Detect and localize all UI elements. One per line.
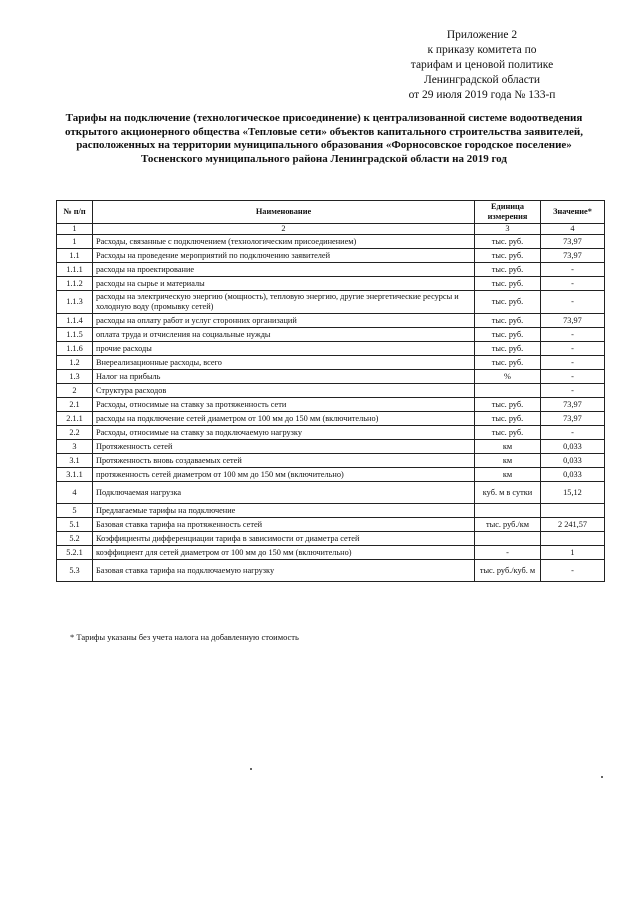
table-row bbox=[57, 291, 605, 314]
cell-value: 2 241,57 bbox=[541, 518, 605, 532]
cell-num: 5 bbox=[57, 504, 93, 518]
cell-num: 1.1 bbox=[57, 249, 93, 263]
cell-num: 1.1.1 bbox=[57, 263, 93, 277]
index-cell: 3 bbox=[475, 224, 541, 235]
cell-num: 1.1.5 bbox=[57, 328, 93, 342]
cell-name: Структура расходов bbox=[93, 384, 475, 398]
table-index-row bbox=[57, 224, 605, 235]
table-body bbox=[57, 235, 605, 582]
cell-value: 1 bbox=[541, 546, 605, 560]
cell-unit: тыс. руб./куб. м bbox=[475, 560, 541, 582]
index-cell: 1 bbox=[57, 224, 93, 235]
cell-unit bbox=[475, 504, 541, 518]
table-row bbox=[57, 468, 605, 482]
cell-value: 73,97 bbox=[541, 398, 605, 412]
cell-value: - bbox=[541, 356, 605, 370]
cell-name: Расходы, относимые на ставку за протяженность сети bbox=[93, 398, 475, 412]
cell-unit: тыс. руб. bbox=[475, 263, 541, 277]
table-row bbox=[57, 235, 605, 249]
cell-unit: км bbox=[475, 454, 541, 468]
cell-unit: тыс. руб. bbox=[475, 314, 541, 328]
scan-speck bbox=[250, 768, 252, 770]
tariffs-table bbox=[56, 200, 605, 582]
cell-value: 73,97 bbox=[541, 249, 605, 263]
index-cell: 2 bbox=[93, 224, 475, 235]
table-row bbox=[57, 546, 605, 560]
table-row bbox=[57, 263, 605, 277]
cell-name: Коэффициенты дифференциации тарифа в зависимости от диаметра сетей bbox=[93, 532, 475, 546]
cell-num: 5.2 bbox=[57, 532, 93, 546]
table-row bbox=[57, 440, 605, 454]
cell-num: 5.3 bbox=[57, 560, 93, 582]
cell-num: 1.3 bbox=[57, 370, 93, 384]
header-num: № п/п bbox=[57, 201, 93, 224]
cell-name: Базовая ставка тарифа на протяженность сетей bbox=[93, 518, 475, 532]
cell-unit: % bbox=[475, 370, 541, 384]
cell-unit: тыс. руб. bbox=[475, 277, 541, 291]
cell-name: Подключаемая нагрузка bbox=[93, 482, 475, 504]
cell-unit: тыс. руб. bbox=[475, 398, 541, 412]
cell-num: 2.1.1 bbox=[57, 412, 93, 426]
cell-value: - bbox=[541, 328, 605, 342]
cell-num: 5.2.1 bbox=[57, 546, 93, 560]
cell-value: 0,033 bbox=[541, 468, 605, 482]
cell-unit: тыс. руб. bbox=[475, 249, 541, 263]
header-unit: Единица измерения bbox=[475, 201, 541, 224]
table-row bbox=[57, 277, 605, 291]
cell-unit: куб. м в сутки bbox=[475, 482, 541, 504]
table-row bbox=[57, 454, 605, 468]
cell-value: - bbox=[541, 277, 605, 291]
table-row bbox=[57, 398, 605, 412]
table-row bbox=[57, 560, 605, 582]
cell-num: 4 bbox=[57, 482, 93, 504]
cell-value bbox=[541, 532, 605, 546]
appendix-line: Ленинградской области bbox=[423, 74, 541, 86]
appendix-line: от 29 июля 2019 года № 133-п bbox=[408, 89, 556, 101]
cell-name: Расходы, относимые на ставку за подключаемую нагрузку bbox=[93, 426, 475, 440]
cell-value: 73,97 bbox=[541, 412, 605, 426]
table-row bbox=[57, 426, 605, 440]
cell-value: - bbox=[541, 263, 605, 277]
cell-value: 73,97 bbox=[541, 235, 605, 249]
cell-name: расходы на электрическую энергию (мощность), тепловую энергию, другие энергетические ресурсы и холодную воду (промывку сетей) bbox=[93, 291, 475, 314]
cell-num: 2.1 bbox=[57, 398, 93, 412]
cell-num: 2 bbox=[57, 384, 93, 398]
table-row bbox=[57, 504, 605, 518]
cell-unit: тыс. руб. bbox=[475, 426, 541, 440]
cell-value: - bbox=[541, 384, 605, 398]
table-row bbox=[57, 412, 605, 426]
table-header-row bbox=[57, 201, 605, 224]
cell-unit: - bbox=[475, 546, 541, 560]
table-row bbox=[57, 249, 605, 263]
cell-name: Базовая ставка тарифа на подключаемую нагрузку bbox=[93, 560, 475, 582]
cell-num: 1.1.6 bbox=[57, 342, 93, 356]
cell-num: 1.2 bbox=[57, 356, 93, 370]
document-title: Тарифы на подключение (технологическое присоединение) к централизованной системе водоотведения открытого акционерного общества «Тепловые сети» объектов капитального строительства заявителей, расположенных на территории муниципального образования «Форносовское городское поселение» Тосненского муниципального района Ленинградской области на 2019 год bbox=[65, 112, 583, 165]
cell-unit: тыс. руб. bbox=[475, 235, 541, 249]
cell-num: 1 bbox=[57, 235, 93, 249]
table-row bbox=[57, 328, 605, 342]
cell-name: протяженность сетей диаметром от 100 мм до 150 мм (включительно) bbox=[93, 468, 475, 482]
cell-value: 0,033 bbox=[541, 440, 605, 454]
cell-num: 1.1.3 bbox=[57, 291, 93, 314]
appendix-line: к приказу комитета по bbox=[427, 44, 537, 56]
table-row bbox=[57, 518, 605, 532]
cell-unit: км bbox=[475, 440, 541, 454]
cell-value: - bbox=[541, 291, 605, 314]
table-row bbox=[57, 314, 605, 328]
appendix-header bbox=[382, 28, 582, 103]
cell-name: Предлагаемые тарифы на подключение bbox=[93, 504, 475, 518]
cell-unit: тыс. руб. bbox=[475, 356, 541, 370]
cell-unit: тыс. руб. bbox=[475, 291, 541, 314]
appendix-line: Приложение 2 bbox=[446, 29, 518, 41]
footnote: * Тарифы указаны без учета налога на добавленную стоимость bbox=[70, 632, 299, 642]
cell-value: - bbox=[541, 342, 605, 356]
table-row bbox=[57, 482, 605, 504]
cell-name: коэффициент для сетей диаметром от 100 мм до 150 мм (включительно) bbox=[93, 546, 475, 560]
cell-value: 73,97 bbox=[541, 314, 605, 328]
cell-value bbox=[541, 504, 605, 518]
cell-name: Расходы на проведение мероприятий по подключению заявителей bbox=[93, 249, 475, 263]
cell-name: прочие расходы bbox=[93, 342, 475, 356]
cell-unit: тыс. руб. bbox=[475, 342, 541, 356]
cell-unit: км bbox=[475, 468, 541, 482]
cell-num: 5.1 bbox=[57, 518, 93, 532]
cell-value: - bbox=[541, 426, 605, 440]
cell-num: 3.1 bbox=[57, 454, 93, 468]
cell-name: Расходы, связанные с подключением (технологическим присоединением) bbox=[93, 235, 475, 249]
cell-name: расходы на подключение сетей диаметром от 100 мм до 150 мм (включительно) bbox=[93, 412, 475, 426]
appendix-line: тарифам и ценовой политике bbox=[410, 59, 554, 71]
table-row bbox=[57, 384, 605, 398]
table-row bbox=[57, 356, 605, 370]
cell-name: Протяженность сетей bbox=[93, 440, 475, 454]
index-cell: 4 bbox=[541, 224, 605, 235]
cell-name: расходы на проектирование bbox=[93, 263, 475, 277]
cell-name: Внереализационные расходы, всего bbox=[93, 356, 475, 370]
cell-value: 15,12 bbox=[541, 482, 605, 504]
cell-unit: тыс. руб. bbox=[475, 412, 541, 426]
cell-name: Протяженность вновь создаваемых сетей bbox=[93, 454, 475, 468]
cell-num: 2.2 bbox=[57, 426, 93, 440]
table-row bbox=[57, 532, 605, 546]
cell-unit bbox=[475, 384, 541, 398]
cell-num: 1.1.2 bbox=[57, 277, 93, 291]
cell-value: - bbox=[541, 370, 605, 384]
header-name: Наименование bbox=[93, 201, 475, 224]
cell-name: расходы на оплату работ и услуг сторонних организаций bbox=[93, 314, 475, 328]
cell-num: 3 bbox=[57, 440, 93, 454]
cell-unit: тыс. руб./км bbox=[475, 518, 541, 532]
cell-name: оплата труда и отчисления на социальные нужды bbox=[93, 328, 475, 342]
cell-name: расходы на сырье и материалы bbox=[93, 277, 475, 291]
header-value: Значение* bbox=[541, 201, 605, 224]
table-row bbox=[57, 370, 605, 384]
cell-unit: тыс. руб. bbox=[475, 328, 541, 342]
cell-value: 0,033 bbox=[541, 454, 605, 468]
cell-num: 1.1.4 bbox=[57, 314, 93, 328]
table-row bbox=[57, 342, 605, 356]
cell-unit bbox=[475, 532, 541, 546]
cell-num: 3.1.1 bbox=[57, 468, 93, 482]
scan-speck bbox=[601, 776, 603, 778]
cell-name: Налог на прибыль bbox=[93, 370, 475, 384]
cell-value: - bbox=[541, 560, 605, 582]
